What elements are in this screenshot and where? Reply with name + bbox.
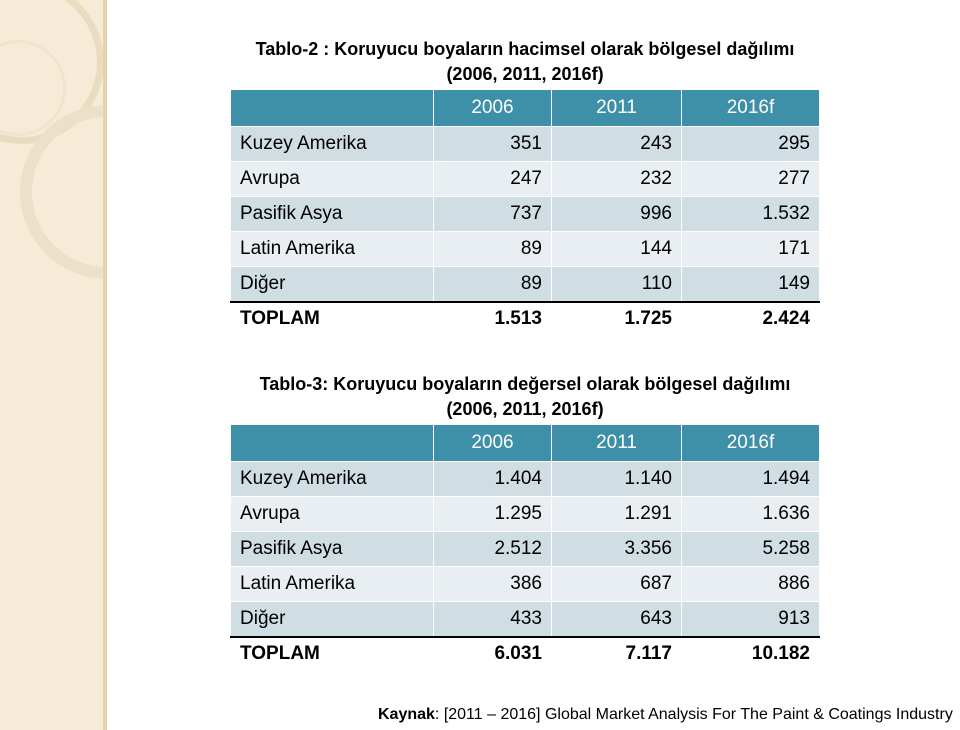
source-label: Kaynak: [378, 706, 435, 723]
table2-title-line1: Tablo-2 : Koruyucu boyaların hacimsel olarak bölgesel dağılımı: [255, 39, 795, 59]
total-label: TOPLAM: [231, 302, 434, 337]
header-cell: 2016f: [682, 425, 820, 462]
region-cell: Kuzey Amerika: [231, 127, 434, 162]
sidebar-edge: [103, 0, 107, 730]
region-cell: Avrupa: [231, 497, 434, 532]
value-cell: 433: [434, 602, 552, 637]
table-row: [231, 497, 820, 532]
value-cell: 89: [434, 267, 552, 302]
table-row: [231, 162, 820, 197]
value-cell: 643: [552, 602, 682, 637]
value-cell: 247: [434, 162, 552, 197]
table-row: [231, 462, 820, 497]
value-cell: 737: [434, 197, 552, 232]
value-cell: 1.295: [434, 497, 552, 532]
total-row: [231, 302, 820, 337]
region-cell: Latin Amerika: [231, 567, 434, 602]
value-cell: 110: [552, 267, 682, 302]
table3-title-line1: Tablo-3: Koruyucu boyaların değersel olarak bölgesel dağılımı: [259, 374, 791, 394]
table3-title-line2: (2006, 2011, 2016f): [446, 399, 604, 419]
header-cell: 2006: [434, 90, 552, 127]
region-cell: Latin Amerika: [231, 232, 434, 267]
decorative-sidebar: [0, 0, 107, 730]
region-cell: Pasifik Asya: [231, 532, 434, 567]
value-cell: 1.404: [434, 462, 552, 497]
value-cell: 351: [434, 127, 552, 162]
total-row: [231, 637, 820, 672]
value-cell: 144: [552, 232, 682, 267]
value-cell: 1.494: [682, 462, 820, 497]
total-label: TOPLAM: [231, 637, 434, 672]
total-cell: 2.424: [682, 302, 820, 337]
table2: [230, 89, 820, 337]
value-cell: 2.512: [434, 532, 552, 567]
table2-title-line2: (2006, 2011, 2016f): [446, 64, 604, 84]
region-cell: Avrupa: [231, 162, 434, 197]
total-cell: 1.513: [434, 302, 552, 337]
table2-title: [200, 37, 850, 87]
header-cell: 2011: [552, 90, 682, 127]
value-cell: 171: [682, 232, 820, 267]
value-cell: 886: [682, 567, 820, 602]
value-cell: 277: [682, 162, 820, 197]
table3: [230, 424, 820, 672]
table-row: [231, 232, 820, 267]
value-cell: 1.291: [552, 497, 682, 532]
table-row: [231, 267, 820, 302]
total-cell: 1.725: [552, 302, 682, 337]
source-note: [378, 706, 953, 724]
header-cell: 2006: [434, 425, 552, 462]
value-cell: 149: [682, 267, 820, 302]
value-cell: 232: [552, 162, 682, 197]
value-cell: 3.356: [552, 532, 682, 567]
table3-title: [200, 372, 850, 422]
value-cell: 89: [434, 232, 552, 267]
value-cell: 295: [682, 127, 820, 162]
table-header-row: [231, 425, 820, 462]
region-cell: Kuzey Amerika: [231, 462, 434, 497]
header-cell: 2016f: [682, 90, 820, 127]
value-cell: 1.636: [682, 497, 820, 532]
table-header-row: [231, 90, 820, 127]
region-cell: Diğer: [231, 602, 434, 637]
value-cell: 243: [552, 127, 682, 162]
region-cell: Pasifik Asya: [231, 197, 434, 232]
value-cell: 996: [552, 197, 682, 232]
total-cell: 6.031: [434, 637, 552, 672]
total-cell: 10.182: [682, 637, 820, 672]
table-row: [231, 532, 820, 567]
total-cell: 7.117: [552, 637, 682, 672]
value-cell: 1.532: [682, 197, 820, 232]
source-text: : [2011 – 2016] Global Market Analysis For The Paint & Coatings Industry: [434, 706, 953, 723]
table-row: [231, 197, 820, 232]
header-cell: 2011: [552, 425, 682, 462]
table-row: [231, 127, 820, 162]
header-cell: [231, 90, 434, 127]
value-cell: 5.258: [682, 532, 820, 567]
value-cell: 386: [434, 567, 552, 602]
table-row: [231, 602, 820, 637]
table-row: [231, 567, 820, 602]
value-cell: 913: [682, 602, 820, 637]
value-cell: 687: [552, 567, 682, 602]
region-cell: Diğer: [231, 267, 434, 302]
value-cell: 1.140: [552, 462, 682, 497]
header-cell: [231, 425, 434, 462]
